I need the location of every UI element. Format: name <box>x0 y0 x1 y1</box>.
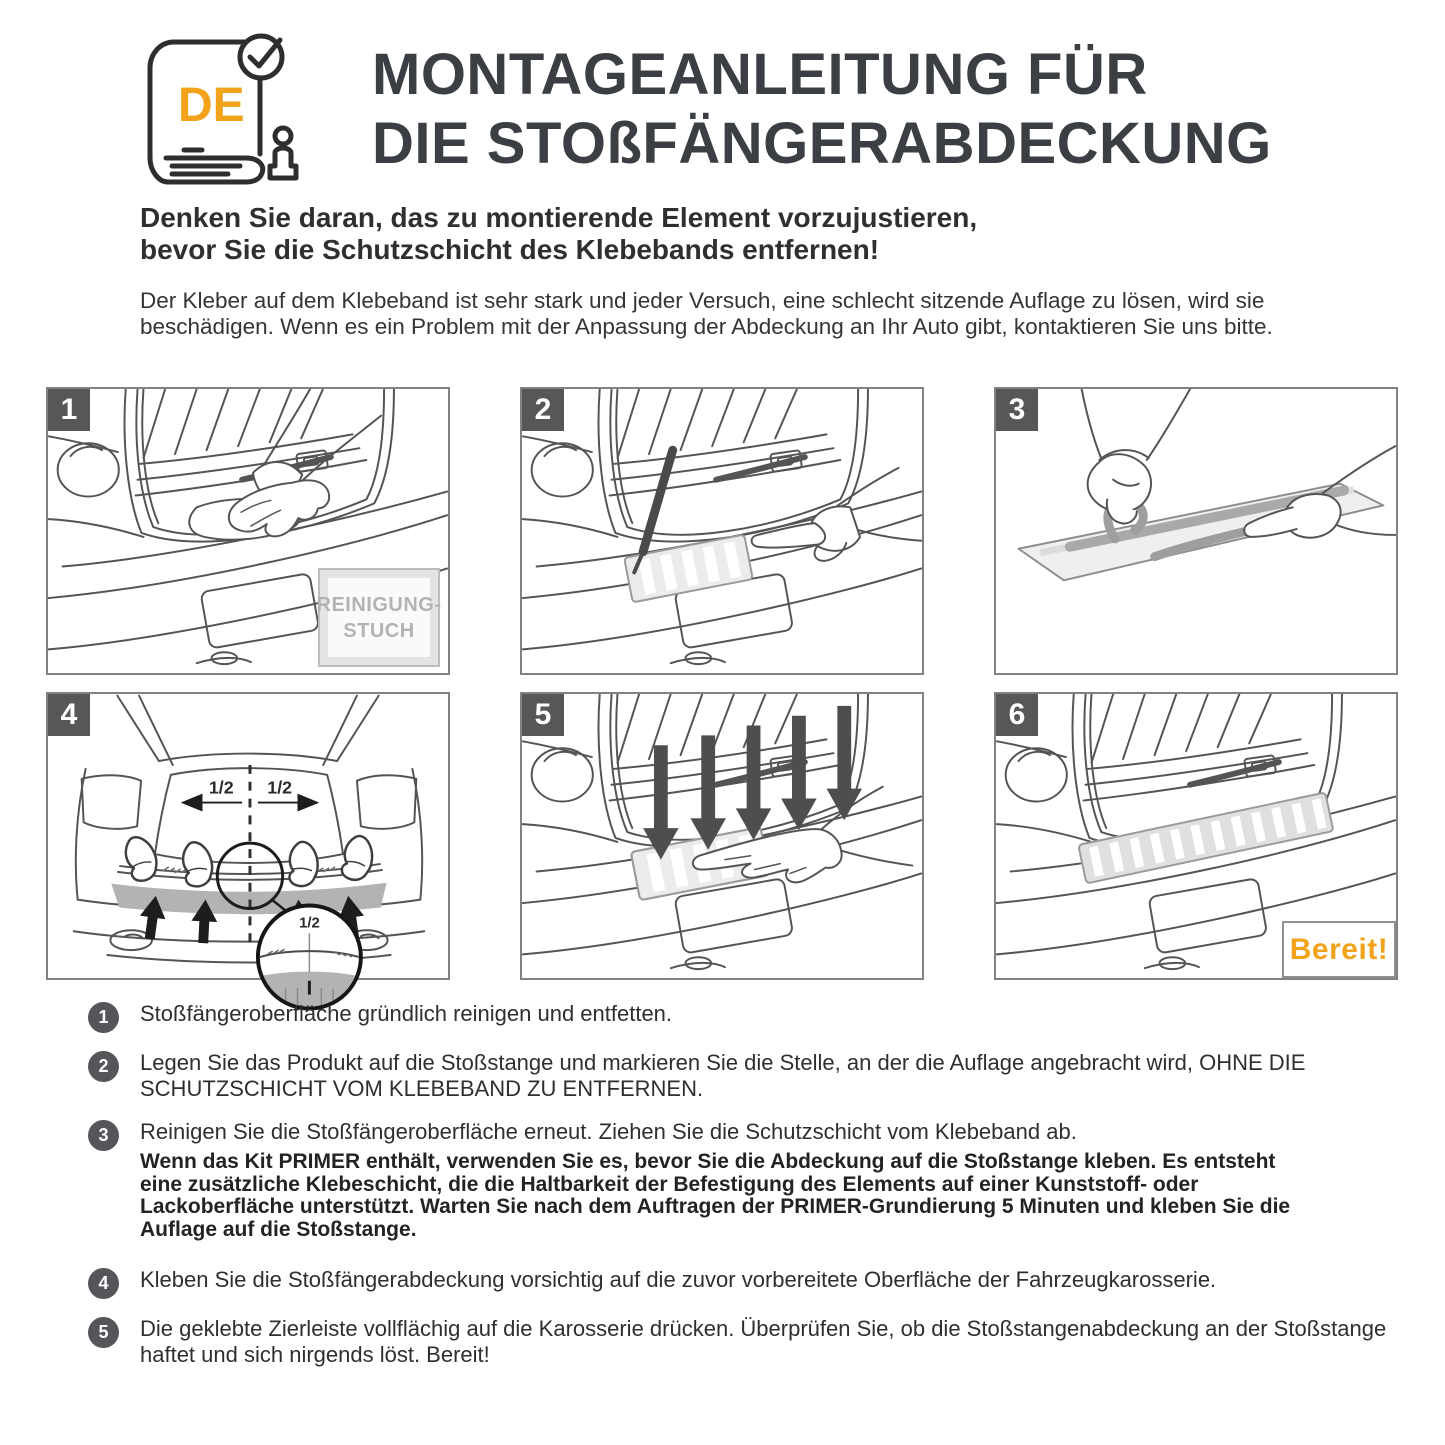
step-badge: 3 <box>88 1120 119 1151</box>
magnifier-half-label: 1/2 <box>299 915 320 932</box>
panel-number: 5 <box>522 694 564 736</box>
check-icon <box>240 36 282 78</box>
info-icon <box>270 128 296 178</box>
panel-number: 4 <box>48 694 90 736</box>
page-title-line2: DIE STOßFÄNGERABDECKUNG <box>372 111 1272 176</box>
magnifier-detail <box>258 906 361 1009</box>
ready-label: Bereit! <box>1282 921 1396 978</box>
warning-line2: bevor Sie die Schutzschicht des Klebebands entfernen! <box>140 234 880 265</box>
peel-tape-illustration <box>996 389 1396 673</box>
cleaning-cloth-label: REINIGUNG- STUCH <box>318 568 440 667</box>
step-badge: 5 <box>88 1317 119 1348</box>
step-badge: 1 <box>88 1002 119 1033</box>
warning-line1: Denken Sie daran, das zu montierende Element vorzujustieren, <box>140 202 978 233</box>
step-item-4 <box>88 1267 1400 1299</box>
panel-number: 6 <box>996 694 1038 736</box>
panel-step6-done <box>994 692 1398 980</box>
panel-step5-press <box>520 692 924 980</box>
step-text: Stoßfängeroberfläche gründlich reinigen und entfetten. <box>140 1001 673 1026</box>
intro-paragraph: Der Kleber auf dem Klebeband ist sehr stark und jeder Versuch, eine schlecht sitzende Auflage zu lösen, wird sie beschädigen. Wenn es ein Problem mit der Anpassung der Abdeckung an Ihr Auto gibt, kontaktieren Sie uns bitte. <box>140 288 1273 339</box>
panel-number: 2 <box>522 389 564 431</box>
warning-text <box>140 202 977 266</box>
step-badge: 4 <box>88 1268 119 1299</box>
step-text: Kleben Sie die Stoßfängerabdeckung vorsichtig auf die zuvor vorbereitete Oberfläche der Fahrzeugkarosserie. <box>140 1267 1217 1292</box>
step-item-1 <box>88 1001 1400 1033</box>
step-item-5 <box>88 1316 1400 1368</box>
step-item-3 <box>88 1119 1400 1241</box>
panel-number: 1 <box>48 389 90 431</box>
page-title-line1: MONTAGEANLEITUNG FÜR <box>372 42 1148 107</box>
align-center-illustration <box>48 694 448 1024</box>
half-left-label: 1/2 <box>208 777 234 798</box>
mark-position-illustration <box>522 389 922 673</box>
step-text: Die geklebte Zierleiste vollflächig auf die Karosserie drücken. Überprüfen Sie, ob die Stoßstangenabdeckung an der Stoßstange haftet und sich nirgends löst. Bereit! <box>140 1316 1387 1367</box>
instruction-steps <box>88 1001 1400 1385</box>
press-down-illustration <box>522 694 922 978</box>
logo-lang-label: DE <box>178 79 245 132</box>
panel-step1-clean <box>46 387 450 675</box>
step-text: Legen Sie das Produkt auf die Stoßstange und markieren Sie die Stelle, an der die Auflage angebracht wird, OHNE DIE SCHUTZSCHICHT VOM KLEBEBAND ZU ENTFERNEN. <box>140 1050 1306 1101</box>
panel-step2-mark <box>520 387 924 675</box>
primer-note: Wenn das Kit PRIMER enthält, verwenden Sie es, bevor Sie die Abdeckung auf die Stoßstange kleben. Es entsteht eine zusätzliche Klebeschicht, die die Haltbarkeit der Befestigung des Elements auf einer Kunststoff- oder Lackoberfläche unterstützt. Warten Sie nach dem Auftragen der PRIMER-Grundierung 5 Minuten und kleben Sie die Auflage auf die Stoßstange. <box>140 1150 1291 1241</box>
step-text: Reinigen Sie die Stoßfängeroberfläche erneut. Ziehen Sie die Schutzschicht vom Klebeband ab. <box>140 1119 1077 1144</box>
panel-number: 3 <box>996 389 1038 431</box>
step-item-2 <box>88 1050 1400 1102</box>
panel-step4-align <box>46 692 450 980</box>
step-badge: 2 <box>88 1051 119 1082</box>
page-title <box>372 40 1272 178</box>
panel-step3-peel <box>994 387 1398 675</box>
manual-logo <box>128 26 308 196</box>
half-right-label: 1/2 <box>267 777 293 798</box>
illustration-grid <box>46 387 1398 980</box>
